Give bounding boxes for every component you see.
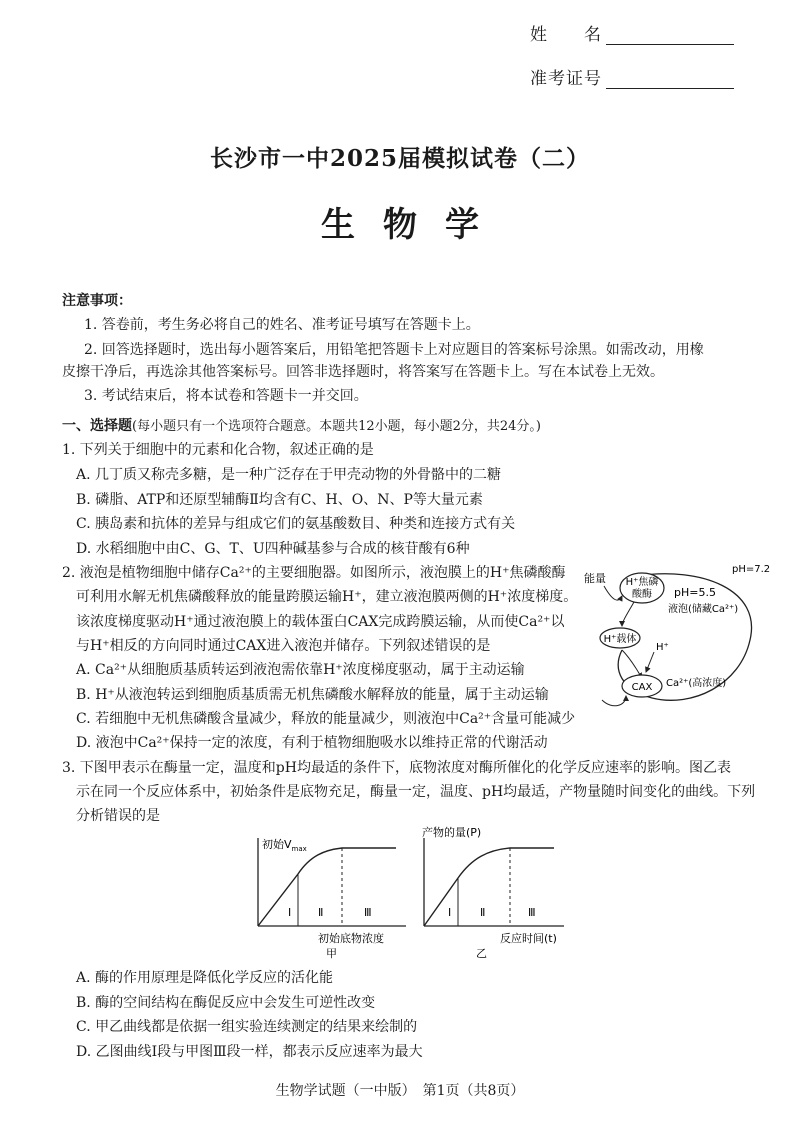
chart-a <box>246 826 416 961</box>
name-blank <box>606 26 734 45</box>
enzyme-label-2: 酸酶 <box>632 589 652 600</box>
section-heading <box>62 416 541 437</box>
energy-label: 能量 <box>584 572 606 585</box>
chart-a-xlabel: 初始底物浓度 <box>318 932 384 945</box>
chart-b-caption: 乙 <box>476 947 487 960</box>
q3-option-b: B. 酶的空间结构在酶促反应中会发生可逆性改变 <box>76 995 376 1011</box>
q1-option-d: D. 水稻细胞中由C、G、T、U四种碱基参与合成的核苷酸有6种 <box>76 541 470 557</box>
page-footer: 生物学试题（一中版） 第1页（共8页） <box>275 1083 525 1099</box>
chart-a-seg-2: Ⅱ <box>318 906 324 919</box>
q2-stem-line: 可利用水解无机焦磷酸释放的能量跨膜运输H⁺，建立液泡膜两侧的H⁺浓度梯度。 <box>76 589 578 605</box>
enzyme-label-1: H⁺焦磷 <box>625 577 659 588</box>
q2-option-b: B. H⁺从液泡转运到细胞质基质需无机焦磷酸水解释放的能量，属于主动运输 <box>76 687 549 703</box>
ph-outer: pH=7.2 <box>732 564 771 575</box>
chart-a-seg-1: Ⅰ <box>288 906 292 919</box>
q2-option-d: D. 液泡中Ca²⁺保持一定的浓度，有利于植物细胞吸水以维持正常的代谢活动 <box>76 735 548 751</box>
carrier-label: H⁺载体 <box>603 634 637 645</box>
q1-option-a: A. 几丁质又称壳多糖，是一种广泛存在于甲壳动物的外骨骼中的二糖 <box>76 467 502 483</box>
ticket-label: 准考证号 <box>530 69 602 89</box>
q3-stem-line: 3. 下图甲表示在酶量一定，温度和pH均最适的条件下，底物浓度对酶所催化的化学反应速率的影响。图乙表 <box>62 760 731 776</box>
ticket-field <box>530 64 734 89</box>
q2-option-a: A. Ca²⁺从细胞质基质转运到液泡需依靠H⁺浓度梯度驱动，属于主动运输 <box>76 662 525 678</box>
notice-heading: 注意事项： <box>62 293 132 309</box>
chart-a-caption: 甲 <box>326 947 337 960</box>
q3-stem-line: 示在同一个反应体系中，初始条件是底物充足，酶量一定，温度、pH均最适，产物量随时间变化的曲线。下列 <box>76 784 756 800</box>
notice-item: 3. 考试结束后，将本试卷和答题卡一并交回。 <box>84 388 368 404</box>
subject-title: 生物学 <box>321 205 507 245</box>
q3-option-a: A. 酶的作用原理是降低化学反应的活化能 <box>76 970 334 986</box>
chart-a-curve <box>258 848 396 926</box>
q2-stem-line: 该浓度梯度驱动H⁺通过液泡膜上的载体蛋白CAX完成跨膜运输，从而使Ca²⁺以 <box>76 614 565 630</box>
calcium-label: Ca²⁺(高浓度) <box>666 678 727 689</box>
q1-option-b: B. 磷脂、ATP和还原型辅酶Ⅱ均含有C、H、O、N、P等大量元素 <box>76 492 483 508</box>
name-field <box>530 20 734 45</box>
cax-label: CAX <box>631 682 653 693</box>
chart-b-seg-1: Ⅰ <box>448 906 452 919</box>
vacuole-label: 液泡(储藏Ca²⁺) <box>668 604 739 615</box>
chart-b-ylabel: 产物的量(P) <box>422 826 482 839</box>
chart-b <box>418 826 568 961</box>
name-label: 姓 名 <box>530 25 602 45</box>
q1-option-c: C. 胰岛素和抗体的差异与组成它们的氨基酸数目、种类和连接方式有关 <box>76 516 516 532</box>
ticket-blank <box>606 70 734 89</box>
chart-a-seg-3: Ⅲ <box>364 906 372 919</box>
exam-title: 长沙市一中2025届模拟试卷（二） <box>209 145 590 172</box>
q2-option-c: C. 若细胞中无机焦磷酸含量减少，释放的能量减少，则液泡中Ca²⁺含量可能减少 <box>76 711 576 727</box>
section-desc: (每小题只有一个选项符合题意。本题共12小题，每小题2分，共24分。) <box>132 419 541 434</box>
q3-option-d: D. 乙图曲线Ⅰ段与甲图Ⅲ段一样，都表示反应速率为最大 <box>76 1044 423 1060</box>
chart-a-ylabel: 初始$V_{max}$ <box>262 838 307 853</box>
q3-option-c: C. 甲乙曲线都是依据一组实验连续测定的结果来绘制的 <box>76 1019 418 1035</box>
q2-stem-line: 2. 液泡是植物细胞中储存Ca²⁺的主要细胞器。如图所示，液泡膜上的H⁺焦磷酸酶 <box>62 565 566 581</box>
chart-b-seg-2: Ⅱ <box>480 906 486 919</box>
notice-item: 1. 答卷前，考生务必将自己的姓名、准考证号填写在答题卡上。 <box>84 317 480 333</box>
ph-inner: pH=5.5 <box>674 586 716 599</box>
notice-item: 皮擦干净后，再选涂其他答案标号。回答非选择题时，将答案写在答题卡上。写在本试卷上无效。 <box>62 364 664 380</box>
q1-stem: 1. 下列关于细胞中的元素和化合物，叙述正确的是 <box>62 442 374 458</box>
h-ion-label: H⁺ <box>656 642 669 653</box>
q2-stem-line: 与H⁺相反的方向同时通过CAX进入液泡并储存。下列叙述错误的是 <box>76 638 491 654</box>
vacuole-diagram <box>582 560 782 720</box>
section-title: 一、选择题 <box>62 418 132 434</box>
q3-stem-line: 分析错误的是 <box>76 808 160 824</box>
chart-b-seg-3: Ⅲ <box>528 906 536 919</box>
notice-item: 2. 回答选择题时，选出每小题答案后，用铅笔把答题卡上对应题目的答案标号涂黑。如需改动，用橡 <box>84 342 704 358</box>
chart-b-xlabel: 反应时间(t) <box>500 932 557 945</box>
